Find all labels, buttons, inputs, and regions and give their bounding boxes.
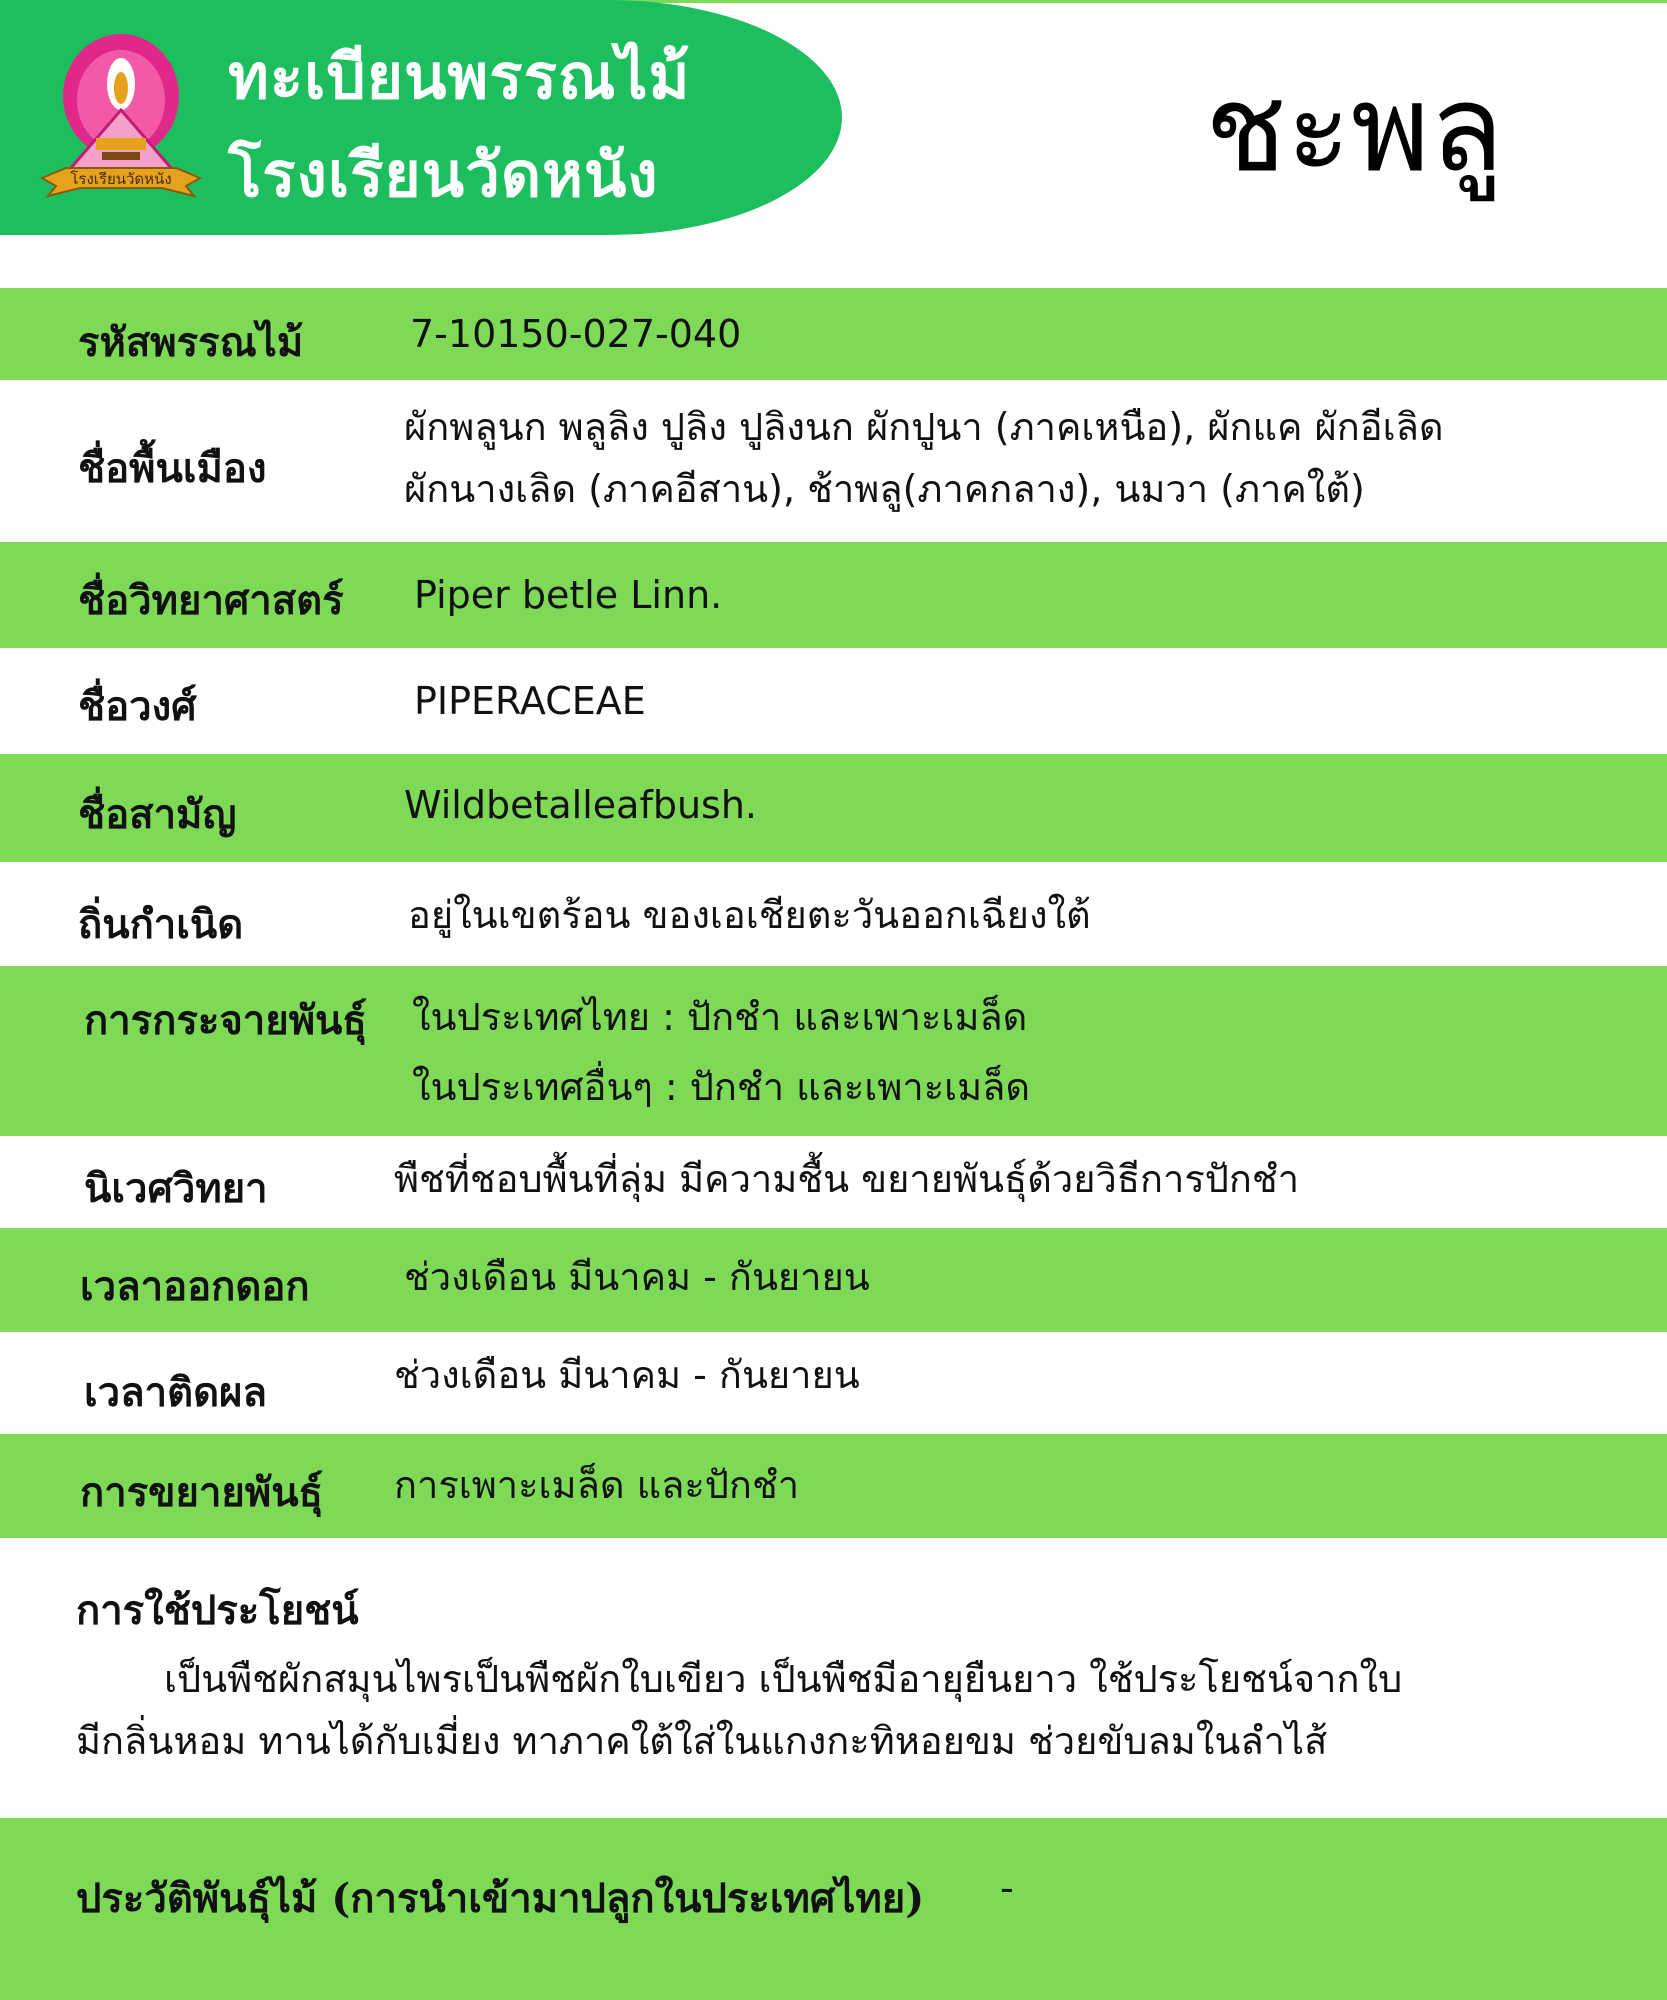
- plant-name: ชะพลู: [1205, 60, 1504, 199]
- usage-text-line1: เป็นพืชผักสมุนไพรเป็นพืชผักใบเขียว เป็นพืชมีอายุยืนยาว ใช้ประโยชน์จากใบ: [164, 1657, 1403, 1701]
- row-value: PIPERACEAE: [414, 679, 646, 723]
- row-label: นิเวศวิทยา: [84, 1165, 268, 1212]
- row-value-line: ผักนางเลิด (ภาคอีสาน), ช้าพลู(ภาคกลาง), นมวา (ภาคใต้): [404, 467, 1365, 511]
- row-value: Piper betle Linn.: [414, 573, 723, 617]
- row-origin: [0, 862, 1667, 966]
- row-fruiting-time: [0, 1332, 1667, 1434]
- row-label: การกระจายพันธุ์: [84, 997, 367, 1044]
- registry-title-line2: โรงเรียนวัดหนัง: [228, 138, 659, 211]
- row-label: ชื่อพื้นเมือง: [78, 445, 267, 492]
- row-distribution: [0, 966, 1667, 1136]
- row-common-name: [0, 754, 1667, 862]
- logo-text: โรงเรียนวัดหนัง: [70, 170, 172, 188]
- school-logo-icon: [36, 26, 206, 212]
- row-label: ชื่อวิทยาศาสตร์: [78, 577, 344, 624]
- registry-title-line1: ทะเบียนพรรณไม้: [228, 40, 691, 113]
- registry-title: [228, 28, 690, 224]
- row-family: [0, 648, 1667, 754]
- row-flowering-time: [0, 1228, 1667, 1332]
- row-ecology: [0, 1136, 1667, 1228]
- row-value: พืชที่ชอบพื้นที่ลุ่ม มีความชื้น ขยายพันธุ์ด้วยวิธีการปักชำ: [394, 1157, 1300, 1201]
- usage-text: [76, 1648, 1596, 1772]
- usage-title: การใช้ประโยชน์: [76, 1587, 359, 1634]
- row-label: เวลาติดผล: [84, 1369, 268, 1416]
- row-value-line: ผักพลูนก พลูลิง ปูลิง ปูลิงนก ผักปูนา (ภาคเหนือ), ผักแค ผักอีเลิด: [404, 405, 1444, 449]
- row-plant-code: [0, 288, 1667, 380]
- row-propagation: [0, 1434, 1667, 1538]
- row-scientific-name: [0, 542, 1667, 648]
- row-value: 7-10150-027-040: [410, 312, 742, 356]
- history-value: -: [1000, 1866, 1014, 1910]
- row-label: การขยายพันธุ์: [80, 1469, 323, 1516]
- row-label: เวลาออกดอก: [80, 1263, 310, 1310]
- row-value-line: ในประเทศอื่นๆ : ปักชำ และเพาะเมล็ด: [412, 1065, 1031, 1109]
- row-value: การเพาะเมล็ด และปักชำ: [394, 1463, 800, 1507]
- row-value: Wildbetalleafbush.: [404, 783, 757, 827]
- row-value: ช่วงเดือน มีนาคม - กันยายน: [404, 1255, 870, 1299]
- row-value: อยู่ในเขตร้อน ของเอเชียตะวันออกเฉียงใต้: [408, 893, 1091, 937]
- row-label: ชื่อวงศ์: [78, 683, 197, 730]
- row-label: รหัสพรรณไม้: [78, 319, 304, 366]
- usage-text-line2: มีกลิ่นหอม ทานได้กับเมี่ยง ทาภาคใต้ใส่ในแกงกะทิหอยขม ช่วยขับลมในลำไส้: [76, 1719, 1328, 1763]
- row-label: ชื่อสามัญ: [78, 791, 237, 838]
- history-label: ประวัติพันธุ์ไม้ (การนำเข้ามาปลูกในประเทศไทย): [76, 1875, 925, 1922]
- row-local-names: [0, 380, 1667, 542]
- row-value-line: ในประเทศไทย : ปักชำ และเพาะเมล็ด: [412, 995, 1028, 1039]
- row-label: ถิ่นกำเนิด: [78, 901, 244, 948]
- row-value: ช่วงเดือน มีนาคม - กันยายน: [394, 1353, 860, 1397]
